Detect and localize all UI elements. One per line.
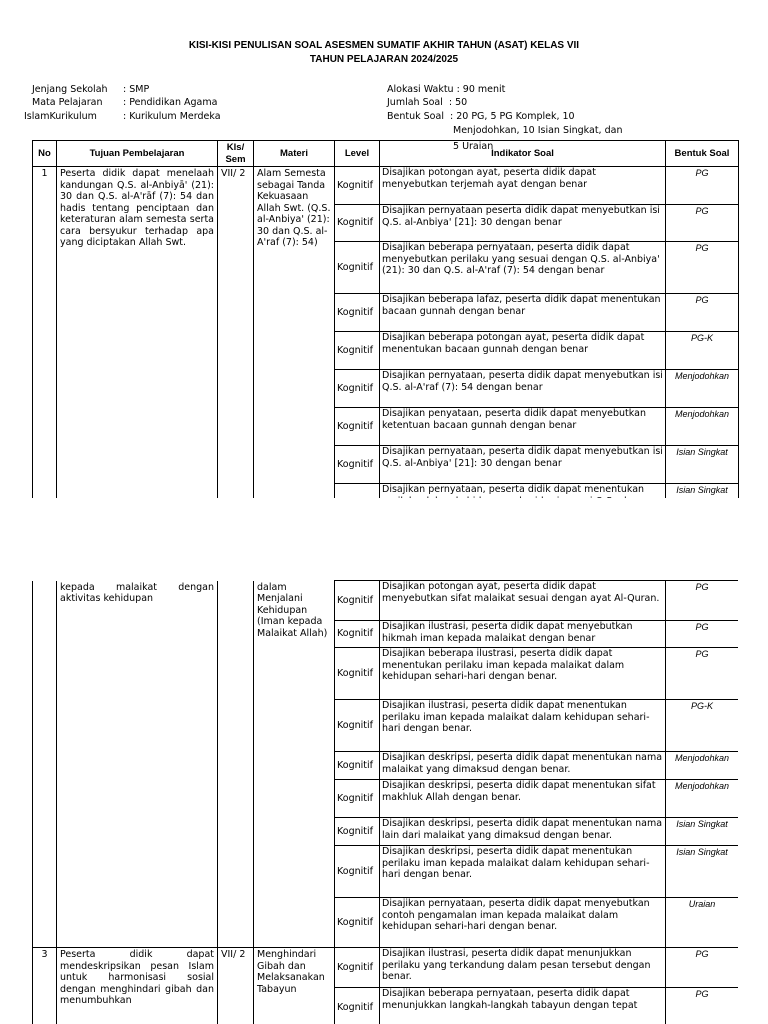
tujuan-text: Peserta didik dapat menelaah kandungan Q.S. al-Anbiyā' (21): 30 dan Q.S. al-A'rāf (7): 54 dan hadis tentang penciptaan dan keteraturan alam semesta serta cara bersyukur terhadap apa yang diciptakan Allah Swt. (57, 167, 218, 514)
indikator-cell: Disajikan beberapa ilustrasi, peserta didik dapat menentukan perilaku iman kepada malaikat dalam kehidupan sehari-hari dengan benar. (380, 648, 666, 700)
level-cell: Kognitif (335, 898, 380, 948)
indikator-cell: Disajikan pernyataan peserta didik dapat menyebutkan isi Q.S. al-Anbiya' [21]: 30 dengan benar (380, 205, 666, 242)
meta-kurikulum-value: : Kurikulum Merdeka (123, 111, 221, 122)
indikator-cell: Disajikan potongan ayat, peserta didik dapat menyebutkan terjemah ayat dengan benar (380, 167, 666, 205)
level-cell: Kognitif (335, 332, 380, 370)
document-title: KISI-KISI PENULISAN SOAL ASESMEN SUMATIF AKHIR TAHUN (ASAT) KELAS VII (188, 40, 580, 51)
indikator-cell: Disajikan ilustrasi, peserta didik dapat menyebutkan hikmah iman kepada malaikat dengan benar (380, 621, 666, 648)
bentuk-cell: PG (666, 294, 739, 332)
col-header-kls: Kls/ Sem (218, 141, 254, 167)
col-header-level: Level (335, 141, 380, 167)
meta-jenjang-label: Jenjang Sekolah (32, 84, 108, 95)
level-cell: Kognitif (335, 988, 380, 1024)
indikator-cell: Disajikan deskripsi, peserta didik dapat menentukan nama lain dari malaikat yang dimaksud dengan benar. (380, 818, 666, 846)
indikator-cell: Disajikan pernyataan, peserta didik dapat menyebutkan isi Q.S. al-A'raf (7): 54 dengan benar (380, 370, 666, 408)
bentuk-cell: Menjodohkan (666, 370, 739, 408)
indikator-cell: Disajikan deskripsi, peserta didik dapat menentukan nama malaikat yang dimaksud dengan benar. (380, 752, 666, 780)
indikator-cell: Disajikan pernyataan, peserta didik dapat menyebutkan contoh pengamalan iman kepada malaikat dalam kehidupan sehari-hari dengan benar. (380, 898, 666, 948)
bentuk-cell: PG (666, 205, 739, 242)
level-cell: Kognitif (335, 205, 380, 242)
kisi-table-page-1 (32, 140, 738, 514)
level-cell: Kognitif (335, 294, 380, 332)
indikator-cell: Disajikan beberapa pernyataan, peserta didik dapat menyebutkan perilaku yang sesuai dengan Q.S. al-Anbiya' (21): 30 dan Q.S. al-A'raf (7): 54 dengan benar (380, 242, 666, 294)
bentuk-cell: PG (666, 167, 739, 205)
kls-sem: VII/ 2 (218, 167, 254, 514)
bentuk-cell: PG (666, 621, 739, 648)
indikator-cell: Disajikan ilustrasi, peserta didik dapat menunjukkan perilaku yang terkandung dalam pesan tersebut dengan benar. (380, 948, 666, 988)
meta-alokasi: Alokasi Waktu : 90 menit (387, 84, 506, 95)
indikator-cell: Disajikan penyataan, peserta didik dapat menyebutkan ketentuan bacaan gunnah dengan benar (380, 408, 666, 446)
bentuk-cell: Menjodohkan (666, 780, 739, 818)
document-subtitle: TAHUN PELAJARAN 2024/2025 (309, 54, 459, 65)
indikator-cell: Disajikan beberapa lafaz, peserta didik dapat menentukan bacaan gunnah dengan benar (380, 294, 666, 332)
level-cell: Kognitif (335, 242, 380, 294)
col-header-bentuk: Bentuk Soal (666, 141, 739, 167)
row-no: 1 (33, 167, 57, 514)
col-header-materi: Materi (254, 141, 335, 167)
level-cell: Kognitif (335, 818, 380, 846)
bentuk-cell: PG-K (666, 332, 739, 370)
col-header-no: No (33, 141, 57, 167)
level-cell: Kognitif (335, 370, 380, 408)
bentuk-cell: PG (666, 648, 739, 700)
materi-text: dalam Menjalani Kehidupan (Iman kepada Malaikat Allah) (254, 581, 335, 948)
level-cell: Kognitif (335, 621, 380, 648)
level-cell: Kognitif (335, 167, 380, 205)
meta-mapel-value: : Pendidikan Agama (123, 97, 218, 108)
level-cell: Kognitif (335, 408, 380, 446)
kls-sem: VII/ 2 (218, 948, 254, 1024)
bentuk-cell: Isian Singkat (666, 446, 739, 484)
materi-text: Menghindari Gibah dan Melaksanakan Tabayun (254, 948, 335, 1024)
bentuk-cell: Menjodohkan (666, 408, 739, 446)
meta-mapel-label: Mata Pelajaran (32, 97, 103, 108)
kls-sem-empty (218, 581, 254, 948)
indikator-cell: Disajikan deskripsi, peserta didik dapat menentukan sifat makhluk Allah dengan benar. (380, 780, 666, 818)
row-no-empty (33, 581, 57, 948)
bentuk-cell: PG (666, 581, 739, 621)
tujuan-text: kepada malaikat dengan aktivitas kehidupan (57, 581, 218, 948)
bentuk-cell: Isian Singkat (666, 484, 739, 514)
meta-bentuk-1: Bentuk Soal : 20 PG, 5 PG Komplek, 10 (387, 111, 575, 122)
col-header-tujuan: Tujuan Pembelajaran (57, 141, 218, 167)
meta-kurikulum-label: IslamKurikulum (24, 111, 97, 122)
indikator-cell: Disajikan ilustrasi, peserta didik dapat menentukan perilaku iman kepada malaikat dalam kehidupan sehari-hari dengan benar. (380, 700, 666, 752)
level-cell: Kognitif (335, 752, 380, 780)
materi-text: Alam Semesta sebagai Tanda Kekuasaan Allah Swt. (Q.S. al-Anbiya' (21): 30 dan Q.S. al- A'raf (7): 54) (254, 167, 335, 514)
bentuk-cell: PG-K (666, 700, 739, 752)
level-cell: Kognitif (335, 700, 380, 752)
meta-bentuk-3: 5 Uraian (453, 141, 494, 152)
indikator-cell: Disajikan beberapa potongan ayat, peserta didik dapat menentukan bacaan gunnah dengan benar (380, 332, 666, 370)
level-cell: Kognitif (335, 948, 380, 988)
indikator-cell: Disajikan pernyataan, peserta didik dapat menentukan (380, 484, 666, 514)
meta-bentuk-2: Menjodohkan, 10 Isian Singkat, dan (453, 125, 623, 136)
tujuan-text: Peserta didik dapat mendeskripsikan pesan Islam untuk harmonisasi sosial dengan menghindari gibah dan menumbuhkan (57, 948, 218, 1024)
indikator-cell: Disajikan potongan ayat, peserta didik dapat menyebutkan sifat malaikat sesuai dengan ayat Al-Quran. (380, 581, 666, 621)
level-cell: Kognitif (335, 846, 380, 898)
bentuk-cell: Uraian (666, 898, 739, 948)
bentuk-cell: Menjodohkan (666, 752, 739, 780)
col-header-indikator: Indikator Soal (380, 141, 666, 167)
indikator-cell: Disajikan deskripsi, peserta didik dapat menentukan perilaku iman kepada malaikat dalam kehidupan sehari-hari dengan benar. (380, 846, 666, 898)
table-row (33, 167, 739, 205)
indikator-cell: Disajikan pernyataan, peserta didik dapat menyebutkan isi Q.S. al-Anbiya' [21]: 30 dengan benar (380, 446, 666, 484)
table-row (33, 948, 739, 988)
level-cell: Kognitif (335, 446, 380, 484)
indikator-cell: Disajikan beberapa pernyataan, peserta didik dapat menunjukkan langkah-langkah tabayun dengan tepat (380, 988, 666, 1024)
level-cell: Kognitif (335, 648, 380, 700)
meta-jumlah: Jumlah Soal : 50 (387, 97, 468, 108)
meta-jenjang-value: : SMP (123, 84, 150, 95)
level-cell: Kognitif (335, 581, 380, 621)
bentuk-cell: PG (666, 988, 739, 1024)
bentuk-cell: Isian Singkat (666, 846, 739, 898)
table-row (33, 581, 739, 621)
bentuk-cell: Isian Singkat (666, 818, 739, 846)
row-no: 3 (33, 948, 57, 1024)
level-cell: Kognitif (335, 780, 380, 818)
bentuk-cell: PG (666, 242, 739, 294)
bentuk-cell: PG (666, 948, 739, 988)
kisi-table-page-2 (32, 580, 738, 1024)
page-gap (0, 498, 768, 580)
